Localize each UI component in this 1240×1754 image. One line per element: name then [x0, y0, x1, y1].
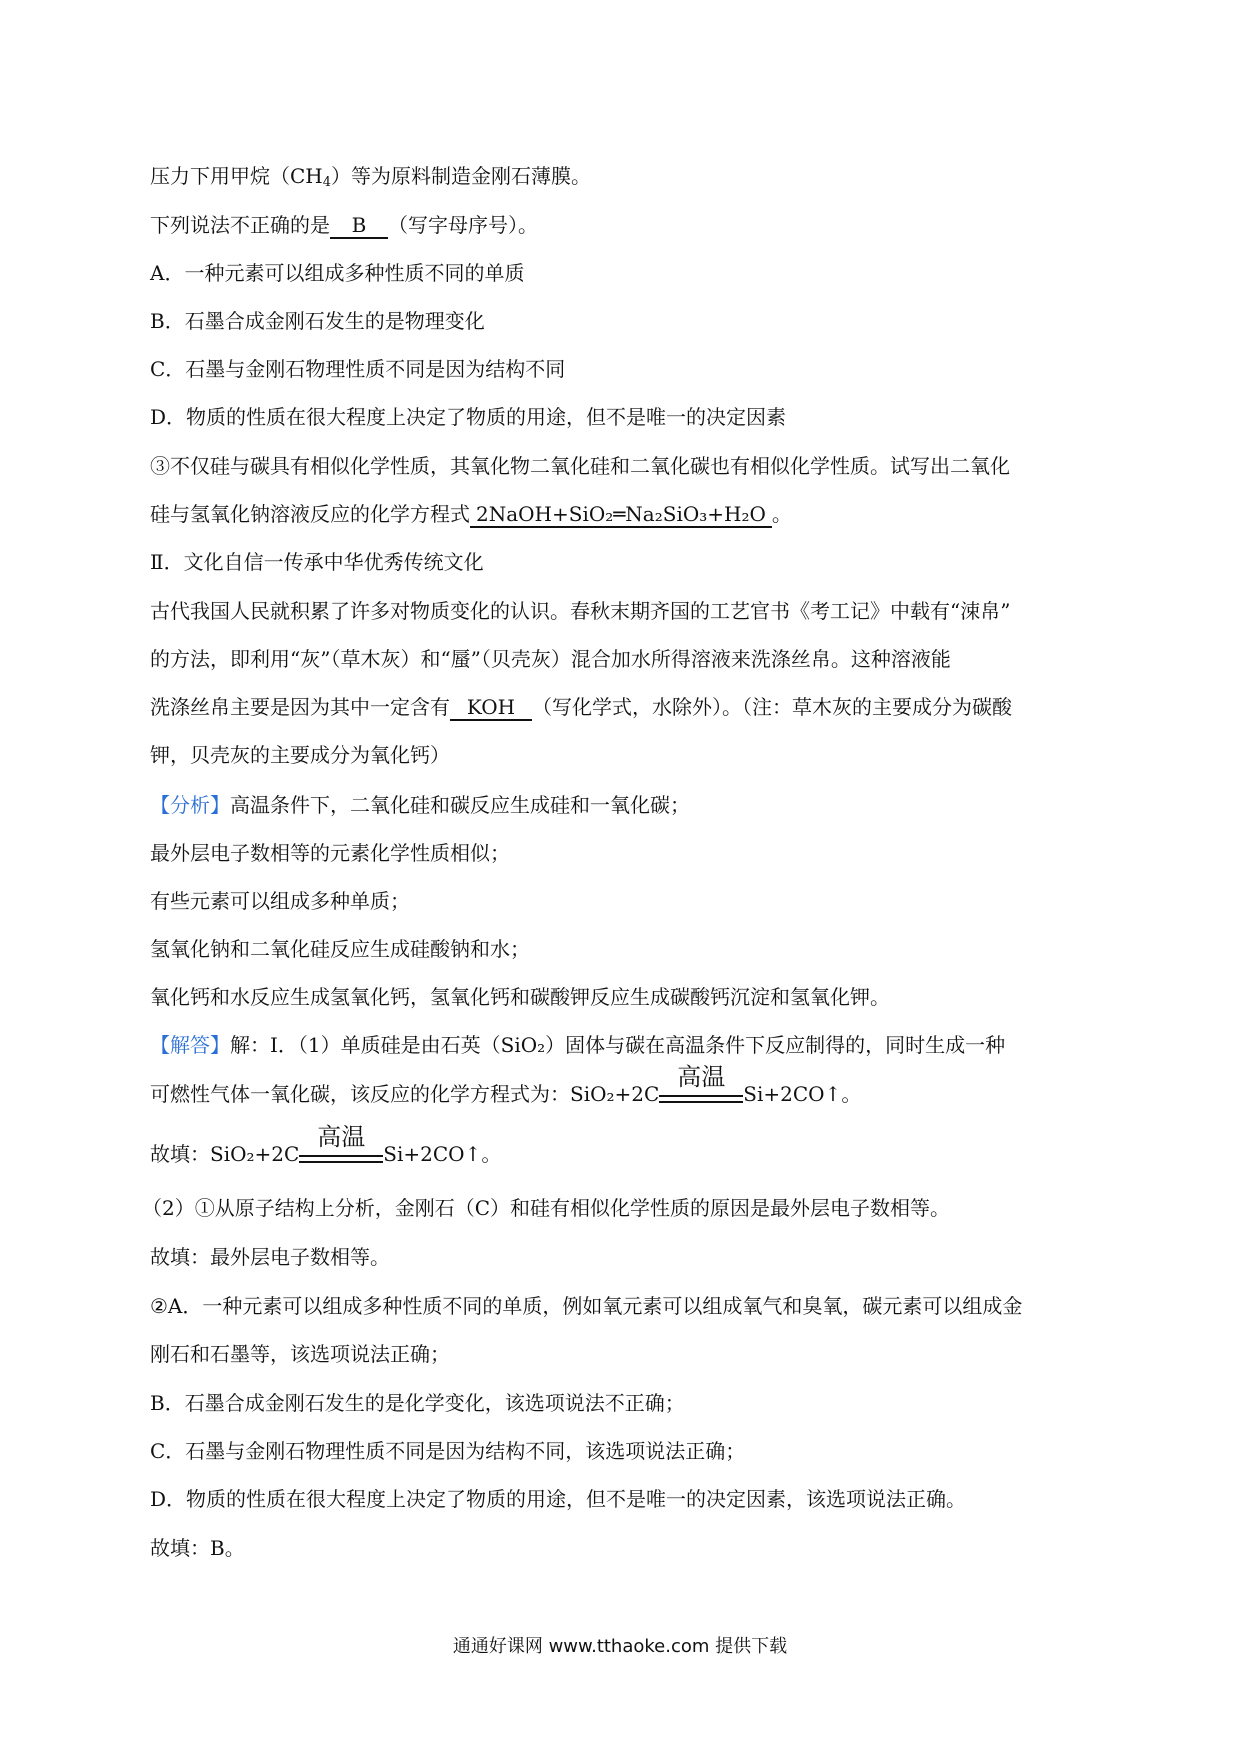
- text-line: B．石墨合成金刚石发生的是化学变化，该选项说法不正确；: [150, 1391, 685, 1415]
- text-line: C．石墨与金刚石物理性质不同是因为结构不同，该选项说法正确；: [150, 1439, 746, 1463]
- option-c: C．石墨与金刚石物理性质不同是因为结构不同: [150, 357, 566, 381]
- text-line: 故填：B。: [150, 1536, 245, 1560]
- equation-line: 故填：SiO₂+2C 高温 Si+2CO↑。: [150, 1123, 502, 1166]
- text-line: 的方法，即利用“灰”（草木灰）和“蜃”（贝壳灰）混合加水所得溶液来洗涤丝帛。这种溶液能: [150, 647, 951, 671]
- text-line: （2）①从原子结构上分析，金刚石（C）和硅有相似化学性质的原因是最外层电子数相等。: [142, 1196, 951, 1220]
- text-line: 氧化钙和水反应生成氢氧化钙，氢氧化钙和碳酸钾反应生成碳酸钙沉淀和氢氧化钾。: [150, 985, 890, 1009]
- question-line: 洗涤丝帛主要是因为其中一定含有 KOH （写化学式，水除外）。（注：草木灰的主要成分为碳酸: [150, 695, 1012, 719]
- text-line: D．物质的性质在很大程度上决定了物质的用途，但不是唯一的决定因素，该选项说法正确。: [150, 1487, 967, 1511]
- answer-blank: B: [330, 213, 388, 239]
- answer-line: 【解答】解：I．（1）单质硅是由石英（SiO₂）固体与碳在高温条件下反应制得的，同时生成一种: [150, 1033, 1006, 1057]
- option-d: D．物质的性质在很大程度上决定了物质的用途，但不是唯一的决定因素: [150, 405, 787, 429]
- page-footer: 通通好课网 www.tthaoke.com 提供下载: [452, 1636, 788, 1657]
- analysis-line: 【分析】高温条件下，二氧化硅和碳反应生成硅和一氧化碳；: [150, 793, 690, 817]
- text-line: 钾，贝壳灰的主要成分为氧化钙）: [150, 743, 450, 767]
- text-line: 氢氧化钠和二氧化硅反应生成硅酸钠和水；: [150, 937, 530, 961]
- answer-blank: KOH: [450, 695, 532, 721]
- reaction-condition: 高温: [317, 1123, 366, 1151]
- equation-line: 可燃性气体一氧化碳，该反应的化学方程式为：SiO₂+2C 高温 Si+2CO↑。: [150, 1063, 862, 1106]
- text-line: ③不仅硅与碳具有相似化学性质，其氧化物二氧化硅和二氧化碳也有相似化学性质。试写出二氧化: [150, 454, 1010, 478]
- text-line: 最外层电子数相等的元素化学性质相似；: [150, 841, 510, 865]
- text-line: 刚石和石墨等，该选项说法正确；: [150, 1342, 450, 1366]
- analysis-tag: 【分析】: [150, 793, 230, 817]
- option-a: A．一种元素可以组成多种性质不同的单质: [150, 261, 525, 285]
- option-b: B．石墨合成金刚石发生的是物理变化: [150, 309, 485, 333]
- answer-blank: 2NaOH+SiO₂═Na₂SiO₃+H₂O: [470, 502, 772, 528]
- text-line: 故填：最外层电子数相等。: [150, 1245, 390, 1269]
- question-line: 下列说法不正确的是 B （写字母序号）。: [150, 213, 538, 237]
- text-line: ②A．一种元素可以组成多种性质不同的单质，例如氧元素可以组成氧气和臭氧，碳元素可以组成金: [150, 1294, 1023, 1318]
- reaction-condition: 高温: [677, 1063, 726, 1091]
- reaction-arrow: [659, 1063, 743, 1108]
- section-heading: Ⅱ．文化自信一传承中华优秀传统文化: [150, 550, 484, 574]
- text-line: 压力下用甲烷$(CH_4)$等为原料制造金刚石薄膜。: [150, 164, 592, 190]
- question-line: 硅与氢氧化钠溶液反应的化学方程式 2NaOH+SiO₂═Na₂SiO₃+H₂O 。: [150, 502, 792, 526]
- answer-tag: 【解答】: [150, 1033, 230, 1057]
- text-line: 有些元素可以组成多种单质；: [150, 889, 410, 913]
- reaction-arrow: [299, 1123, 383, 1168]
- text-line: 古代我国人民就积累了许多对物质变化的认识。春秋末期齐国的工艺官书《考工记》中载有“涑帛”: [150, 599, 1011, 623]
